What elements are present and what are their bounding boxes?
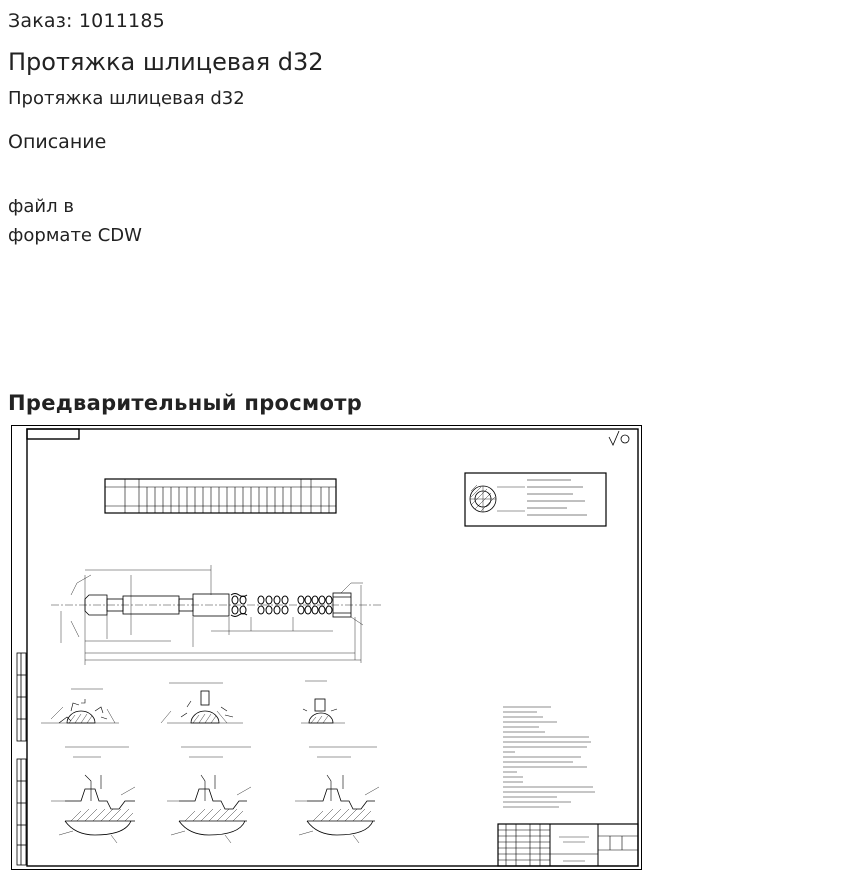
description-line-2: формате CDW: [8, 225, 142, 246]
order-number: Заказ: 1011185: [8, 10, 165, 32]
technical-drawing: [11, 425, 642, 870]
product-subtitle: Протяжка шлицевая d32: [8, 88, 245, 109]
sheet-outer-border: [12, 426, 642, 870]
page-title: Протяжка шлицевая d32: [8, 48, 324, 76]
description-heading: Описание: [8, 131, 107, 153]
description-text: [8, 192, 208, 250]
drawing-preview-image[interactable]: [11, 425, 642, 870]
description-line-1: файл в: [8, 196, 74, 217]
preview-heading: Предварительный просмотр: [8, 391, 363, 415]
